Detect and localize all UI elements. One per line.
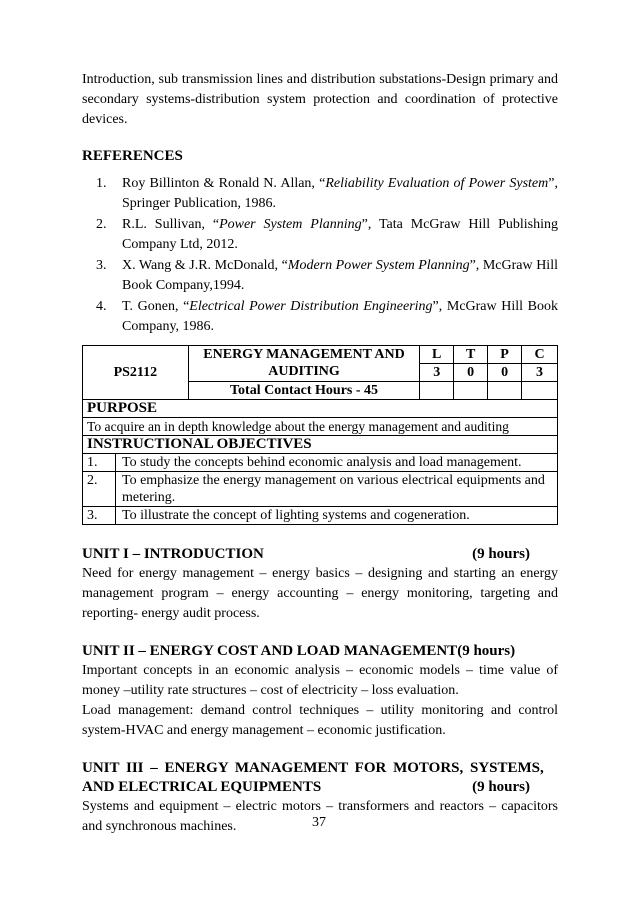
unit-3-content: Systems and equipment – electric motors – transformers and reactors – capacitors and synchronous machines. (82, 799, 558, 834)
purpose-text: To acquire an in depth knowledge about the energy management and auditing (83, 418, 558, 436)
course-table (82, 345, 558, 525)
ltpc-header-c: C (522, 346, 558, 364)
objective-row: 3. To illustrate the concept of lighting systems and cogeneration. (83, 507, 558, 525)
unit-1-content: Need for energy management – energy basics – designing and starting an energy management program – energy accounting – energy monitoring, targeting and reporting- energy audit process. (82, 566, 558, 621)
ltpc-value-p: 0 (488, 364, 522, 382)
course-title: ENERGY MANAGEMENT AND AUDITING (188, 346, 420, 382)
unit-2-content-2: Load management: demand control techniques – utility monitoring and control system-HVAC and energy management – economic justification. (82, 703, 558, 738)
page-number: 37 (312, 815, 326, 830)
course-code: PS2112 (83, 346, 189, 400)
unit-2-content: Important concepts in an economic analysis – economic models – time value of money –utility rate structures – cost of electricity – loss evaluation. (82, 663, 558, 698)
ltpc-value-t: 0 (454, 364, 488, 382)
unit-1-heading: UNIT I – INTRODUCTION (9 hours) (82, 546, 530, 562)
references-list (82, 174, 558, 337)
ltpc-header-t: T (454, 346, 488, 364)
contact-hours: Total Contact Hours - 45 (188, 382, 420, 400)
document-page (82, 70, 558, 837)
unit-3-heading: UNIT III – ENERGY MANAGEMENT FOR MOTORS, SYSTEMS, AND ELECTRICAL EQUIPMENTS (9 hours) (82, 760, 544, 795)
ltpc-header-l: L (420, 346, 454, 364)
objective-row: 2. To emphasize the energy management on various electrical equipments and metering. (83, 472, 558, 507)
unit-2-heading: UNIT II – ENERGY COST AND LOAD MANAGEMENT (9 hours) (82, 643, 516, 659)
objective-row: 1. To study the concepts behind economic analysis and load management. (83, 454, 558, 472)
ltpc-header-p: P (488, 346, 522, 364)
reference-item: 4. T. Gonen, “Electrical Power Distribution Engineering”, McGraw Hill Book Company, 1986. (96, 299, 558, 334)
references-heading: REFERENCES (82, 148, 183, 164)
intro-paragraph: Introduction, sub transmission lines and distribution substations-Design primary and secondary systems-distribution system protection and coordination of protective devices. (82, 72, 558, 127)
reference-item: 2. R.L. Sullivan, “Power System Planning”, Tata McGraw Hill Publishing Company Ltd, 2012. (96, 217, 558, 252)
reference-item: 1. Roy Billinton & Ronald N. Allan, “Reliability Evaluation of Power System”, Springer Publication, 1986. (96, 176, 558, 211)
ltpc-value-c: 3 (522, 364, 558, 382)
ltpc-value-l: 3 (420, 364, 454, 382)
objectives-heading: INSTRUCTIONAL OBJECTIVES (83, 436, 558, 454)
reference-item: 3. X. Wang & J.R. McDonald, “Modern Power System Planning”, McGraw Hill Book Company,1994. (96, 258, 558, 293)
purpose-heading: PURPOSE (83, 400, 558, 418)
